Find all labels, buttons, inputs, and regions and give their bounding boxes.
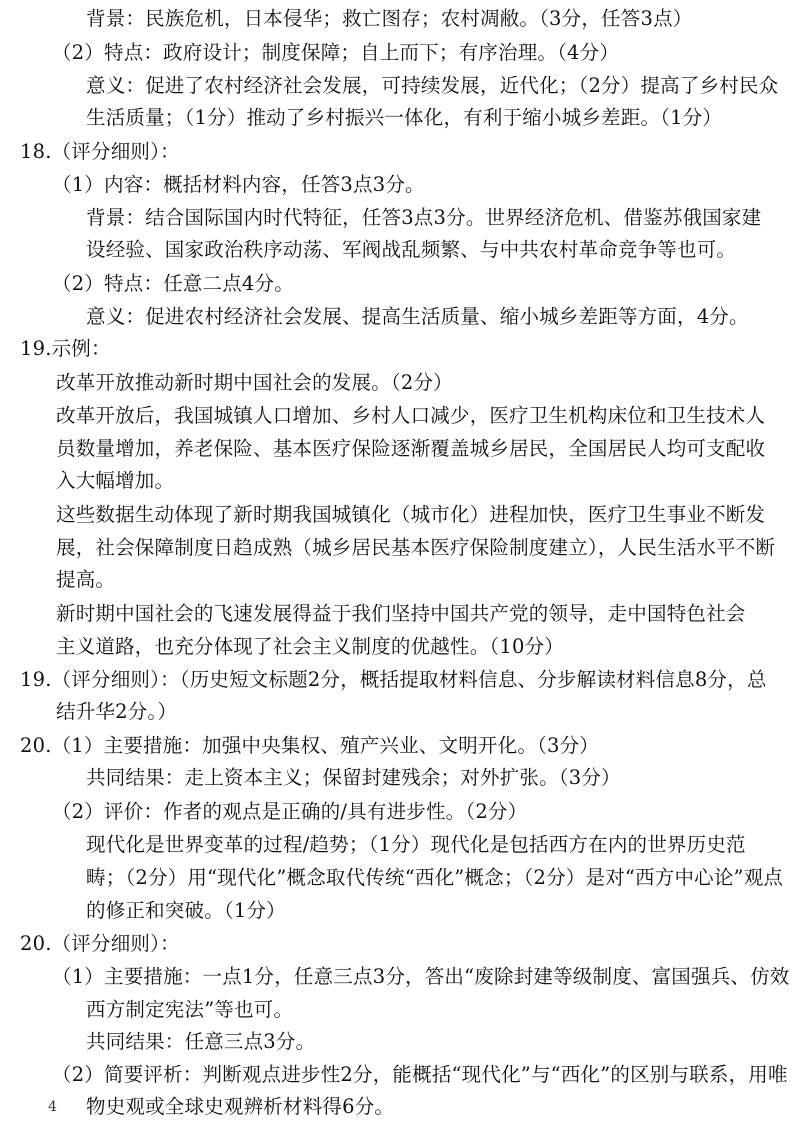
- text-line: 物史观或全球史观辨析材料得6分。: [86, 1095, 395, 1118]
- text-line: （2）特点：政府设计；制度保障；自上而下；有序治理。（4分）: [52, 41, 620, 64]
- text-line: 主义道路，也充分体现了社会主义制度的优越性。（10分）: [56, 635, 564, 658]
- text-line: 的修正和突破。（1分）: [86, 899, 286, 922]
- text-line: 结升华2分。）: [56, 700, 178, 723]
- text-line: （1）内容：概括材料内容，任答3点3分。: [52, 173, 425, 196]
- text-line: 背景：民族危机，日本侵华；救亡图存；农村凋敝。（3分，任答3点）: [86, 7, 693, 30]
- text-line: 20.（评分细则）：: [20, 932, 180, 955]
- text-line: 18.（评分细则）：: [20, 140, 180, 163]
- text-line: 改革开放推动新时期中国社会的发展。（2分）: [56, 371, 453, 394]
- text-line: （1）主要措施：一点1分，任意三点3分，答出“废除封建等级制度、富国强兵、仿效: [52, 965, 790, 988]
- text-line: 共同结果：走上资本主义；保留封建残余；对外扩张。（3分）: [86, 766, 621, 789]
- text-line: （2）简要评析：判断观点进步性2分，能概括“现代化”与“西化”的区别与联系，用唯: [52, 1063, 788, 1086]
- text-line: 20.（1）主要措施：加强中央集权、殖产兴业、文明开化。（3分）: [20, 734, 599, 757]
- text-line: 意义：促进了农村经济社会发展，可持续发展，近代化；（2分）提高了乡村民众: [86, 74, 779, 97]
- text-line: 设经验、国家政治秩序动荡、军阀战乱频繁、与中共农村革命竞争等也可。: [86, 238, 737, 261]
- text-line: 入大幅增加。: [56, 469, 175, 492]
- text-line: （2）特点：任意二点4分。: [52, 272, 294, 295]
- text-line: 提高。: [56, 568, 116, 591]
- text-line: 畴；（2分）用“现代化”概念取代传统“西化”概念；（2分）是对“西方中心论”观点: [86, 866, 784, 889]
- page-number: 4: [48, 1099, 57, 1115]
- text-line: 改革开放后，我国城镇人口增加、乡村人口减少，医疗卫生机构床位和卫生技术人: [56, 404, 766, 427]
- text-line: 19.（评分细则）：（历史短文标题2分，概括提取材料信息、分步解读材料信息8分，总: [20, 668, 767, 691]
- text-line: 这些数据生动体现了新时期我国城镇化（城市化）进程加快，医疗卫生事业不断发: [56, 503, 766, 526]
- text-line: 共同结果：任意三点3分。: [86, 1030, 316, 1053]
- text-line: 新时期中国社会的飞速发展得益于我们坚持中国共产党的领导，走中国特色社会: [56, 602, 746, 625]
- text-line: 19.示例：: [20, 337, 111, 360]
- text-line: 现代化是世界变革的过程/趋势；（1分）现代化是包括西方在内的世界历史范: [86, 833, 746, 856]
- text-line: 展，社会保障制度日趋成熟（城乡居民基本医疗保险制度建立），人民生活水平不断: [56, 536, 776, 559]
- text-line: 意义：促进农村经济社会发展、提高生活质量、缩小城乡差距等方面，4分。: [86, 305, 749, 328]
- text-line: 员数量增加，养老保险、基本医疗保险逐渐覆盖城乡居民，全国居民人均可支配收: [56, 437, 766, 460]
- text-line: 西方制定宪法”等也可。: [86, 998, 294, 1021]
- text-line: 背景：结合国际国内时代特征，任答3点3分。世界经济危机、借鉴苏俄国家建: [86, 206, 762, 229]
- text-line: 生活质量；（1分）推动了乡村振兴一体化，有利于缩小城乡差距。（1分）: [86, 106, 723, 129]
- text-line: （2）评价：作者的观点是正确的/具有进步性。（2分）: [52, 800, 528, 823]
